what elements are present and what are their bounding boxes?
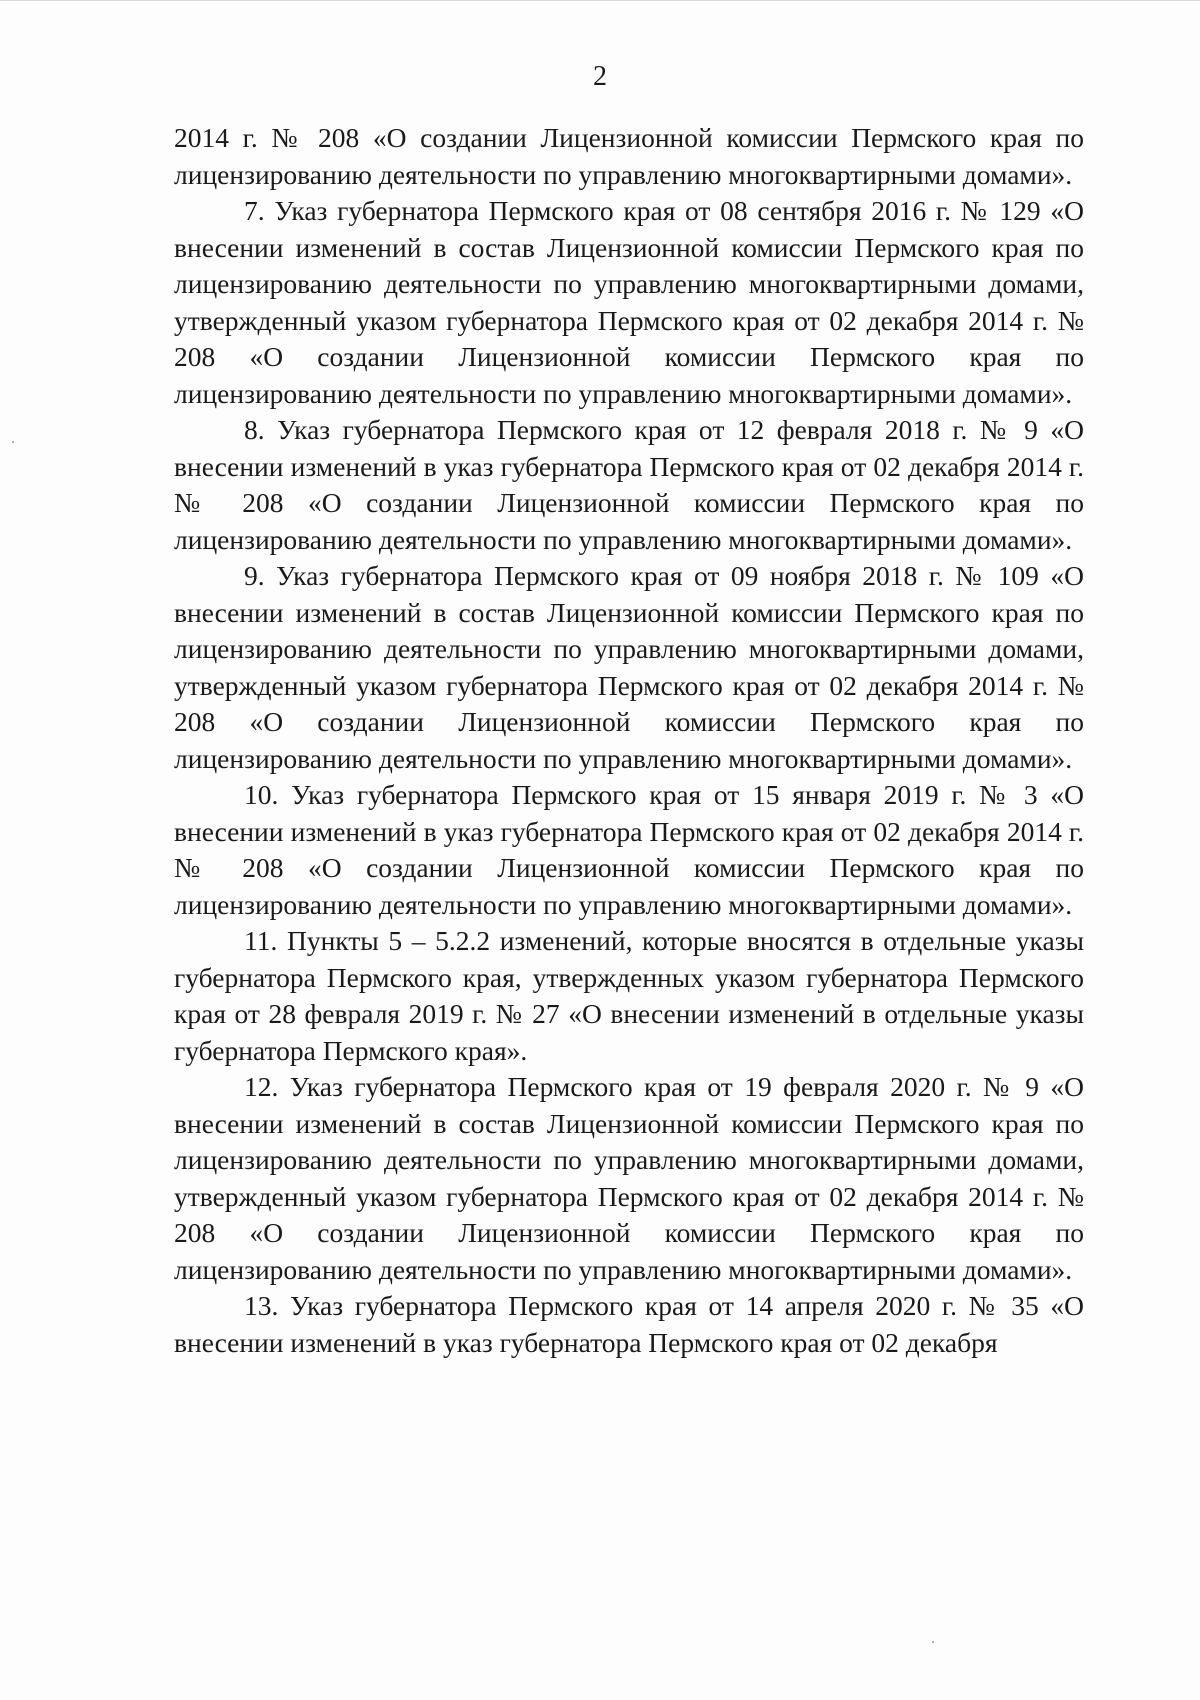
scan-speck	[12, 441, 14, 443]
paragraph-item-8: 8. Указ губернатора Пермского края от 12 февраля 2018 г. № 9 «О внесении изменений в указ губернатора Пермского края от 02 декабря 2014 г. № 208 «О создании Лицензионной комиссии Пермского края по лицензированию деятельности по управлению многоквартирными домами».	[174, 414, 1084, 555]
scan-speck	[932, 1641, 934, 1643]
document-body	[174, 120, 1084, 1361]
paragraph-continuation: 2014 г. № 208 «О создании Лицензионной комиссии Пермского края по лицензированию деятельности по управлению многоквартирными домами».	[174, 122, 1084, 190]
paragraph-item-11: 11. Пункты 5 – 5.2.2 изменений, которые вносятся в отдельные указы губернатора Пермского края, утвержденных указом губернатора Пермского края от 28 февраля 2019 г. № 27 «О внесении изменений в отдельные указы губернатора Пермского края».	[174, 925, 1084, 1066]
page-number: 2	[593, 61, 607, 92]
paragraph-item-13: 13. Указ губернатора Пермского края от 14 апреля 2020 г. № 35 «О внесении изменений в указ губернатора Пермского края от 02 декабря	[174, 1290, 1084, 1358]
paragraph-item-9: 9. Указ губернатора Пермского края от 09 ноября 2018 г. № 109 «О внесении изменений в состав Лицензионной комиссии Пермского края по лицензированию деятельности по управлению многоквартирными домами, утвержденный указом губернатора Пермского края от 02 декабря 2014 г. № 208 «О создании Лицензионной комиссии Пермского края по лицензированию деятельности по управлению многоквартирными домами».	[174, 560, 1084, 774]
paragraph-item-12: 12. Указ губернатора Пермского края от 19 февраля 2020 г. № 9 «О внесении изменений в состав Лицензионной комиссии Пермского края по лицензированию деятельности по управлению многоквартирными домами, утвержденный указом губернатора Пермского края от 02 декабря 2014 г. № 208 «О создании Лицензионной комиссии Пермского края по лицензированию деятельности по управлению многоквартирными домами».	[174, 1071, 1084, 1285]
paragraph-item-10: 10. Указ губернатора Пермского края от 15 января 2019 г. № 3 «О внесении изменений в указ губернатора Пермского края от 02 декабря 2014 г. № 208 «О создании Лицензионной комиссии Пермского края по лицензированию деятельности по управлению многоквартирными домами».	[174, 779, 1084, 920]
paragraph-item-7: 7. Указ губернатора Пермского края от 08 сентября 2016 г. № 129 «О внесении изменений в состав Лицензионной комиссии Пермского края по лицензированию деятельности по управлению многоквартирными домами, утвержденный указом губернатора Пермского края от 02 декабря 2014 г. № 208 «О создании Лицензионной комиссии Пермского края по лицензированию деятельности по управлению многоквартирными домами».	[174, 195, 1084, 409]
